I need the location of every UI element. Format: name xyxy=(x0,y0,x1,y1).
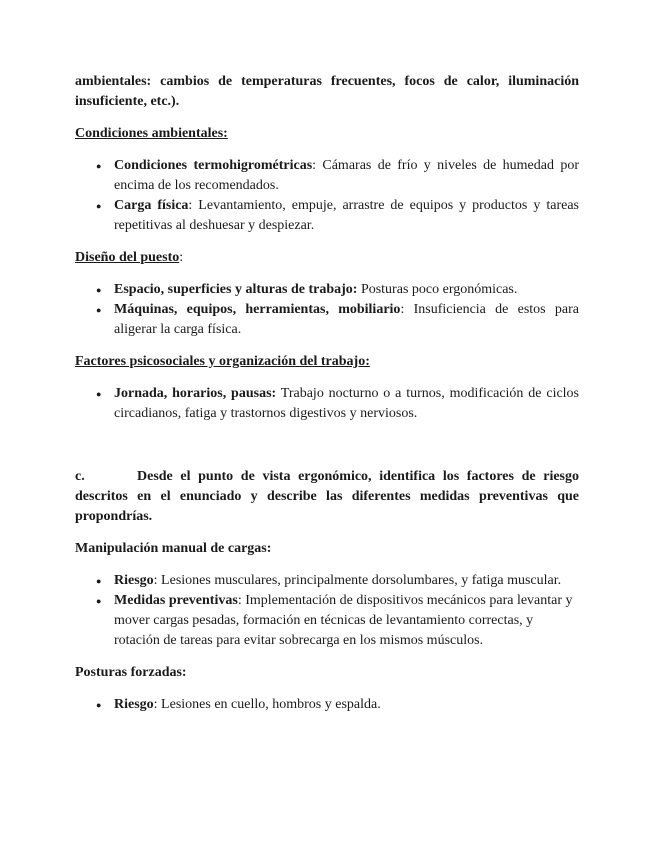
list-item xyxy=(75,196,579,236)
document-page xyxy=(75,72,579,715)
list-item xyxy=(75,156,579,196)
list-posturas xyxy=(75,695,579,715)
question-c xyxy=(75,467,579,527)
list-item-desc: : Insuficiencia de estos para aligerar la carga física. xyxy=(114,302,579,337)
question-label: c. xyxy=(75,469,85,484)
list-item-term: Medidas preventivas xyxy=(114,593,238,608)
list-item-desc: Trabajo nocturno o a turnos, modificación de ciclos circadianos, fatiga y trastornos digestivos y nerviosos. xyxy=(114,386,580,421)
list-psicosociales xyxy=(75,384,579,424)
section-heading-posturas: Posturas forzadas: xyxy=(75,665,187,680)
intro-paragraph: ambientales: cambios de temperaturas frecuentes, focos de calor, iluminación insuficiente, etc.). xyxy=(75,74,579,109)
list-item-term: Jornada, horarios, pausas: xyxy=(114,386,277,401)
list-item xyxy=(75,695,579,715)
section-heading-manipulacion: Manipulación manual de cargas: xyxy=(75,541,272,556)
list-item-term: Carga física xyxy=(114,198,189,213)
list-manipulacion xyxy=(75,571,579,651)
heading-colon: : xyxy=(179,250,184,265)
heading-text: Diseño del puesto xyxy=(75,250,180,265)
question-text: Desde el punto de vista ergonómico, identifica los factores de riesgo descritos en el enunciado y describe las diferentes medidas preventivas que propondrías. xyxy=(75,469,579,524)
section-heading-psicosociales: Factores psicosociales y organización del trabajo: xyxy=(75,354,370,369)
list-diseno-puesto xyxy=(75,280,579,340)
list-item-term: Riesgo xyxy=(114,573,154,588)
list-item-desc: : Lesiones en cuello, hombros y espalda. xyxy=(153,697,381,712)
list-item xyxy=(75,300,579,340)
list-item-term: Espacio, superficies y alturas de trabajo: xyxy=(114,282,358,297)
list-item-desc: Posturas poco ergonómicas. xyxy=(357,282,518,297)
list-item xyxy=(75,591,579,651)
list-item xyxy=(75,384,579,424)
list-item xyxy=(75,280,579,300)
list-item-term: Condiciones termohigrométricas xyxy=(114,158,313,173)
list-item-term: Riesgo xyxy=(114,697,154,712)
list-item-desc: : Lesiones musculares, principalmente dorsolumbares, y fatiga muscular. xyxy=(153,573,562,588)
list-item-desc: : Implementación de dispositivos mecánicos para levantar y mover cargas pesadas, formación en técnicas de levantamiento correctas, y rotación de tareas para evitar sobrecarga en los mismos músculos. xyxy=(114,593,573,648)
list-item xyxy=(75,571,579,591)
section-heading-condiciones-ambientales: Condiciones ambientales: xyxy=(75,126,228,141)
list-condiciones-ambientales xyxy=(75,156,579,236)
list-item-term: Máquinas, equipos, herramientas, mobiliario xyxy=(114,302,401,317)
list-item-desc: : Cámaras de frío y niveles de humedad por encima de los recomendados. xyxy=(114,158,579,193)
list-item-desc: : Levantamiento, empuje, arrastre de equipos y productos y tareas repetitivas al deshuesar y despiezar. xyxy=(114,198,579,233)
section-heading-diseno-puesto xyxy=(75,248,579,268)
